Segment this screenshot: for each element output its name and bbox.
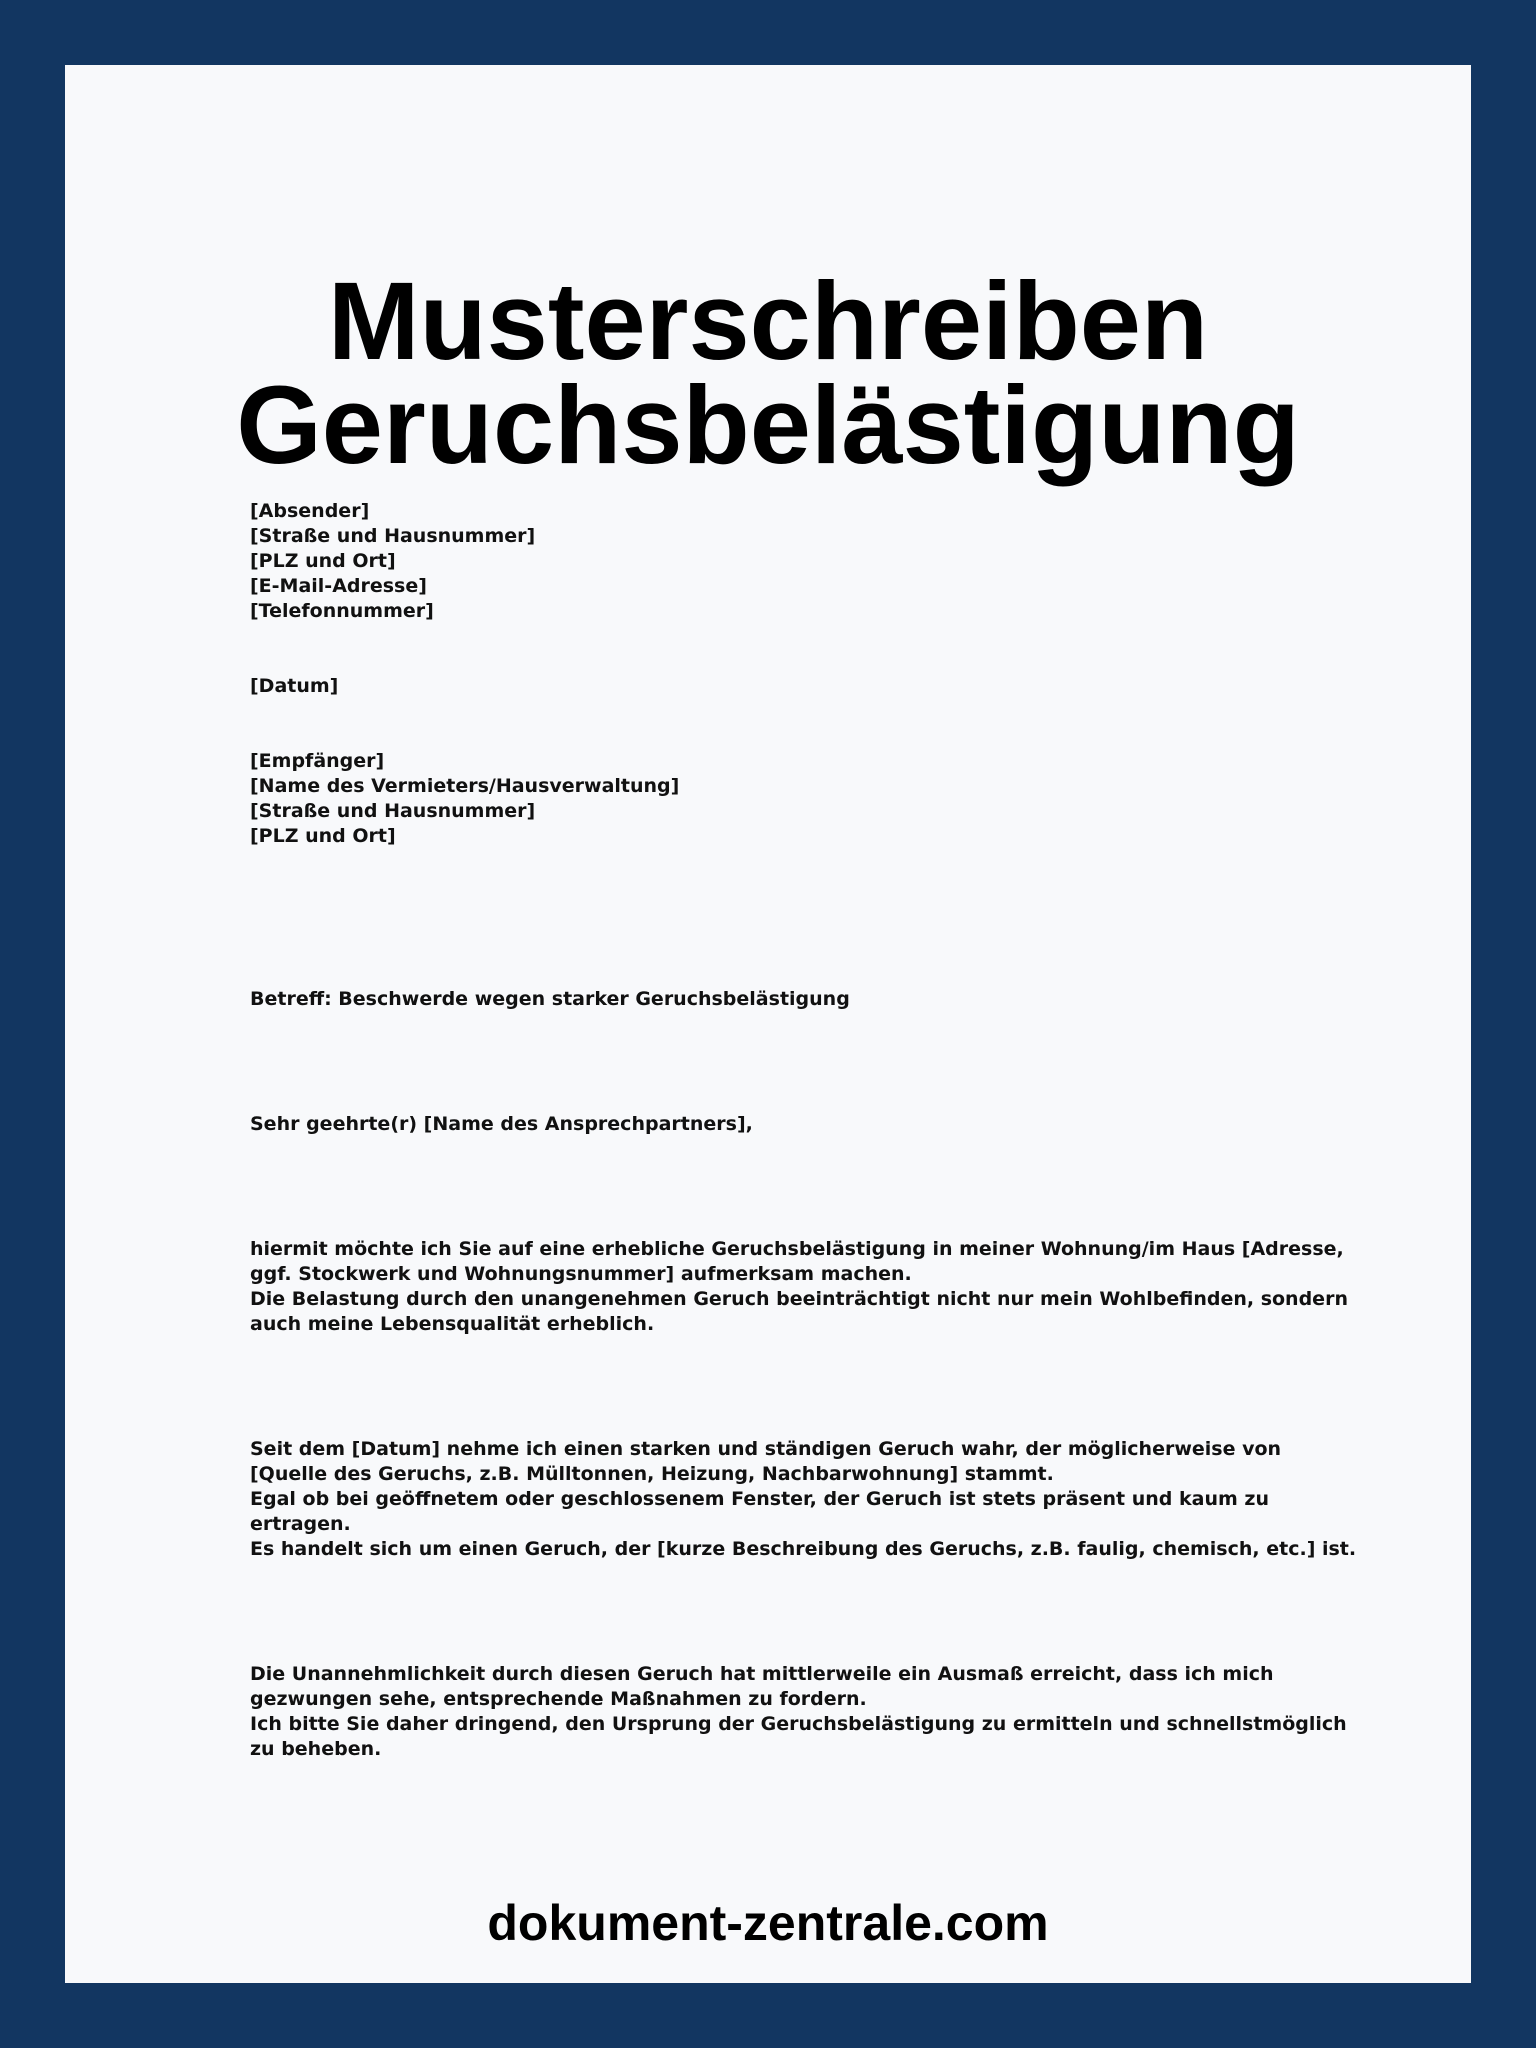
footer-website: dokument-zentrale.com xyxy=(487,1895,1049,1951)
title-line-1: Musterschreiben xyxy=(327,260,1209,383)
recipient-name: [Name des Vermieters/Hausverwaltung] xyxy=(250,775,680,797)
recipient-city: [PLZ und Ort] xyxy=(250,825,396,847)
title-line-2: Geruchsbelästigung xyxy=(236,364,1300,487)
paragraph-3-line-2: Ich bitte Sie daher dringend, den Ursprung der Geruchsbelästigung zu ermitteln und schnellstmöglich zu beheben. xyxy=(250,1713,1347,1760)
paragraph-2-line-3: Es handelt sich um einen Geruch, der [kurze Beschreibung des Geruchs, z.B. faulig, chemisch, etc.] ist. xyxy=(250,1538,1357,1560)
sender-phone: [Telefonnummer] xyxy=(250,600,434,622)
paragraph-1-line-2: Die Belastung durch den unangenehmen Geruch beeinträchtigt nicht nur mein Wohlbefinden, sondern auch meine Lebensqualität erheblich. xyxy=(250,1288,1348,1335)
subject-text: Betreff: Beschwerde wegen starker Geruchsbelästigung xyxy=(250,988,850,1010)
sender-address xyxy=(250,499,1360,624)
paragraph-1-line-1: hiermit möchte ich Sie auf eine erhebliche Geruchsbelästigung in meiner Wohnung/im Haus [Adresse, ggf. Stockwerk und Wohnungsnummer] aufmerksam machen. xyxy=(250,1238,1344,1285)
sender-email: [E-Mail-Adresse] xyxy=(250,575,427,597)
sender-name: [Absender] xyxy=(250,500,370,522)
paragraph-2-line-1: Seit dem [Datum] nehme ich einen starken und ständigen Geruch wahr, der möglicherweise von [Quelle des Geruchs, z.B. Mülltonnen, Heizung, Nachbarwohnung] stammt. xyxy=(250,1438,1282,1485)
subject-line xyxy=(250,987,1360,1012)
salutation xyxy=(250,1112,1360,1137)
paragraph-2 xyxy=(250,1437,1360,1562)
date-value: [Datum] xyxy=(250,675,339,697)
paragraph-2-line-2: Egal ob bei geöffnetem oder geschlossenem Fenster, der Geruch ist stets präsent und kaum zu ertragen. xyxy=(250,1488,1269,1535)
recipient-street: [Straße und Hausnummer] xyxy=(250,800,536,822)
paragraph-3-line-1: Die Unannehmlichkeit durch diesen Geruch hat mittlerweile ein Ausmaß erreicht, dass ich mich gezwungen sehe, entsprechende Maßnahmen zu fordern. xyxy=(250,1663,1274,1710)
sender-street: [Straße und Hausnummer] xyxy=(250,525,536,547)
paragraph-3 xyxy=(250,1662,1360,1762)
sender-city: [PLZ und Ort] xyxy=(250,550,396,572)
salutation-text: Sehr geehrte(r) [Name des Ansprechpartners], xyxy=(250,1113,753,1135)
letter-body xyxy=(250,499,1360,1762)
document-title xyxy=(65,260,1471,487)
paragraph-1 xyxy=(250,1237,1360,1337)
recipient-label: [Empfänger] xyxy=(250,750,385,772)
document-page xyxy=(65,65,1471,1983)
letter-date xyxy=(250,674,1360,699)
recipient-address xyxy=(250,749,1360,849)
